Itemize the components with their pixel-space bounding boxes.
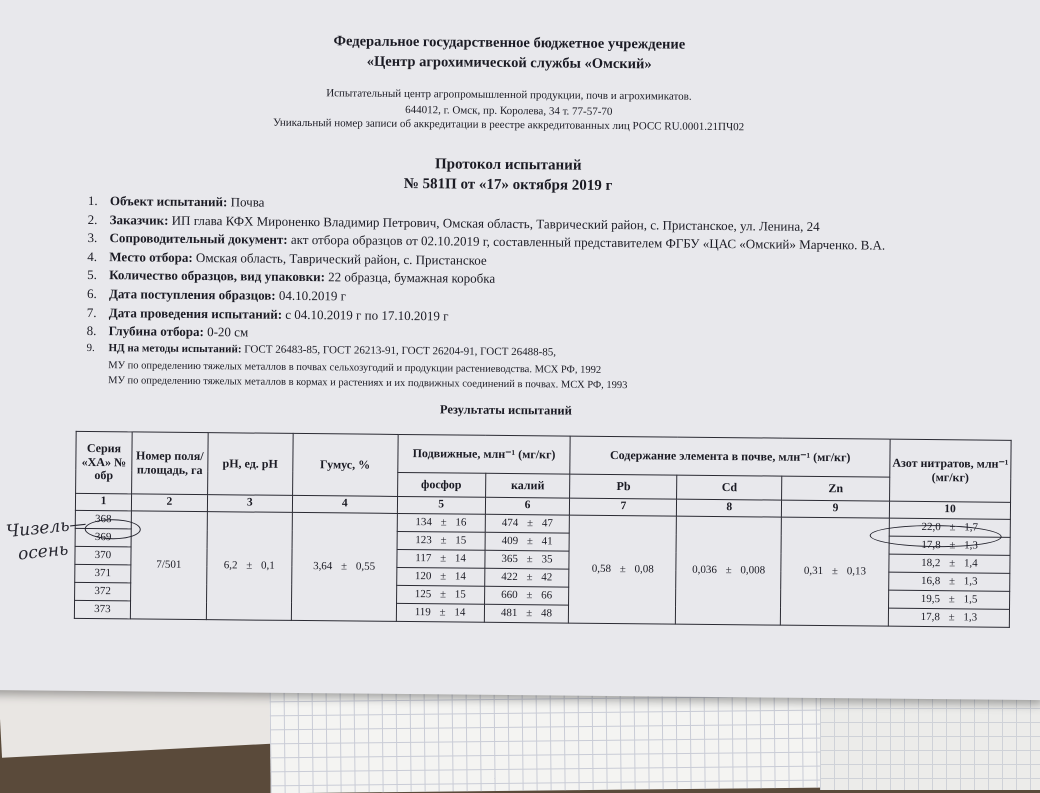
nitrate-cell: 17,8 ± 1,3: [888, 608, 1009, 627]
cd-cell: 0,036 ± 0,008: [676, 516, 782, 625]
phosphorus-cell: 119 ± 14: [396, 603, 484, 622]
nitrate-cell: 17,8 ± 1,3: [889, 536, 1010, 555]
column-number-row: 1 2 3 4 5 6 7 8 9 10: [75, 493, 1010, 519]
item-test-dates: 7. Дата проведения испытаний: с 04.10.2019 г по 17.10.2019 г: [86, 304, 449, 323]
nitrate-cell: 18,2 ± 1,4: [889, 554, 1010, 573]
item-depth: 8. Глубина отбора: 0-20 см: [86, 323, 249, 340]
th-potassium: калий: [485, 473, 570, 498]
handwritten-note-line1: Чизель—: [5, 513, 88, 543]
th-series: Серия «ХА» № обр: [76, 431, 133, 494]
th-humus: Гумус, %: [292, 433, 397, 496]
potassium-cell: 365 ± 35: [484, 550, 569, 569]
potassium-cell: 409 ± 41: [485, 532, 570, 551]
th-phosphorus: фосфор: [397, 472, 485, 497]
protocol-items: [86, 193, 1008, 399]
nitrate-cell: 19,5 ± 1,5: [889, 590, 1010, 609]
item-document: 3. Сопроводительный документ: акт отбора образцов от 02.10.2019 г, составленный представителем ФГБУ «ЦАС «Омский» Марченко. В.А.: [87, 230, 886, 253]
zn-cell: 0,31 ± 0,13: [781, 517, 890, 626]
address: 644012, г. Омск, пр. Королева, 34 т. 77-57-70: [405, 103, 613, 118]
series-cell: 369: [75, 528, 131, 547]
handwritten-circle-sample: [85, 519, 141, 540]
phosphorus-cell: 117 ± 14: [397, 549, 485, 568]
protocol-title: Протокол испытаний: [434, 156, 582, 174]
potassium-cell: 474 ± 47: [485, 514, 570, 533]
item-sample-count: 5. Количество образцов, вид упаковки: 22 образца, бумажная коробка: [87, 267, 496, 287]
th-zn: Zn: [782, 476, 890, 501]
table-header-row: [76, 431, 1011, 478]
methods-line2: МУ по определению тяжелых металлов в почвах сельхозугодий и продукции растениеводства. МСХ РФ, 1992: [108, 360, 602, 377]
handwritten-note-line2: осень: [17, 539, 70, 565]
phosphorus-cell: 125 ± 15: [396, 585, 484, 604]
humus-cell: 3,64 ± 0,55: [291, 512, 397, 621]
item-object: 1. Объект испытаний: Почва: [87, 192, 265, 210]
item-receipt-date: 6. Дата поступления образцов: 04.10.2019 г: [86, 285, 347, 304]
th-content: Содержание элемента в почве, млн⁻¹ (мг/кг): [570, 436, 890, 477]
series-cell: 373: [74, 600, 130, 619]
phosphorus-cell: 120 ± 14: [396, 567, 484, 586]
potassium-cell: 422 ± 42: [484, 568, 569, 587]
org-name-line2: «Центр агрохимической службы «Омский»: [366, 53, 652, 73]
th-field: Номер поля/ площадь, га: [132, 432, 209, 495]
series-cell: 368: [75, 510, 131, 529]
item-customer: 2. Заказчик: ИП глава КФХ Мироненко Владимир Петрович, Омская область, Таврический район, с. Пристанское, ул. Ленина, 24: [87, 211, 820, 234]
org-name-line1: Федеральное государственное бюджетное учреждение: [333, 33, 686, 53]
th-pb: Pb: [570, 474, 677, 499]
pb-cell: 0,58 ± 0,08: [569, 515, 677, 624]
methods-line3: МУ по определению тяжелых металлов в кормах и растениях и их подвижных соединений в почвах. МСХ РФ, 1993: [108, 375, 628, 392]
nitrate-cell: 16,8 ± 1,3: [889, 572, 1010, 591]
th-mobile: Подвижные, млн⁻¹ (мг/кг): [397, 434, 570, 474]
th-ph: pH, ед. pH: [207, 433, 292, 496]
nitrate-cell: 22,0 ± 1,7: [889, 518, 1010, 537]
phosphorus-cell: 134 ± 16: [397, 513, 485, 532]
results-title: Результаты испытаний: [439, 402, 572, 418]
series-cell: 370: [75, 546, 131, 565]
th-cd: Cd: [677, 475, 782, 500]
lab-name: Испытательный центр агропромышленной продукции, почв и агрохимикатов.: [326, 87, 692, 103]
potassium-cell: 481 ± 48: [484, 604, 569, 623]
results-table: [74, 431, 1012, 628]
field-cell: 7/501: [130, 511, 207, 620]
item-methods: 9. НД на методы испытаний: ГОСТ 26483-85, ГОСТ 26213-91, ГОСТ 26204-91, ГОСТ 26488-85,: [86, 341, 557, 359]
series-cell: 372: [75, 582, 131, 601]
item-location: 4. Место отбора: Омская область, Таврический район, с. Пристанское: [87, 248, 487, 268]
protocol-number: № 581П от «17» октября 2019 г: [403, 175, 613, 194]
series-cell: 371: [75, 564, 131, 583]
potassium-cell: 660 ± 66: [484, 586, 569, 605]
phosphorus-cell: 123 ± 15: [397, 531, 485, 550]
accreditation-number: Уникальный номер записи об аккредитации в реестре аккредитованных лиц РОСС RU.0001.21ПЧ02: [273, 116, 745, 134]
th-nitrate: Азот нитратов, млн⁻¹ (мг/кг): [890, 439, 1012, 502]
ph-cell: 6,2 ± 0,1: [206, 512, 292, 621]
